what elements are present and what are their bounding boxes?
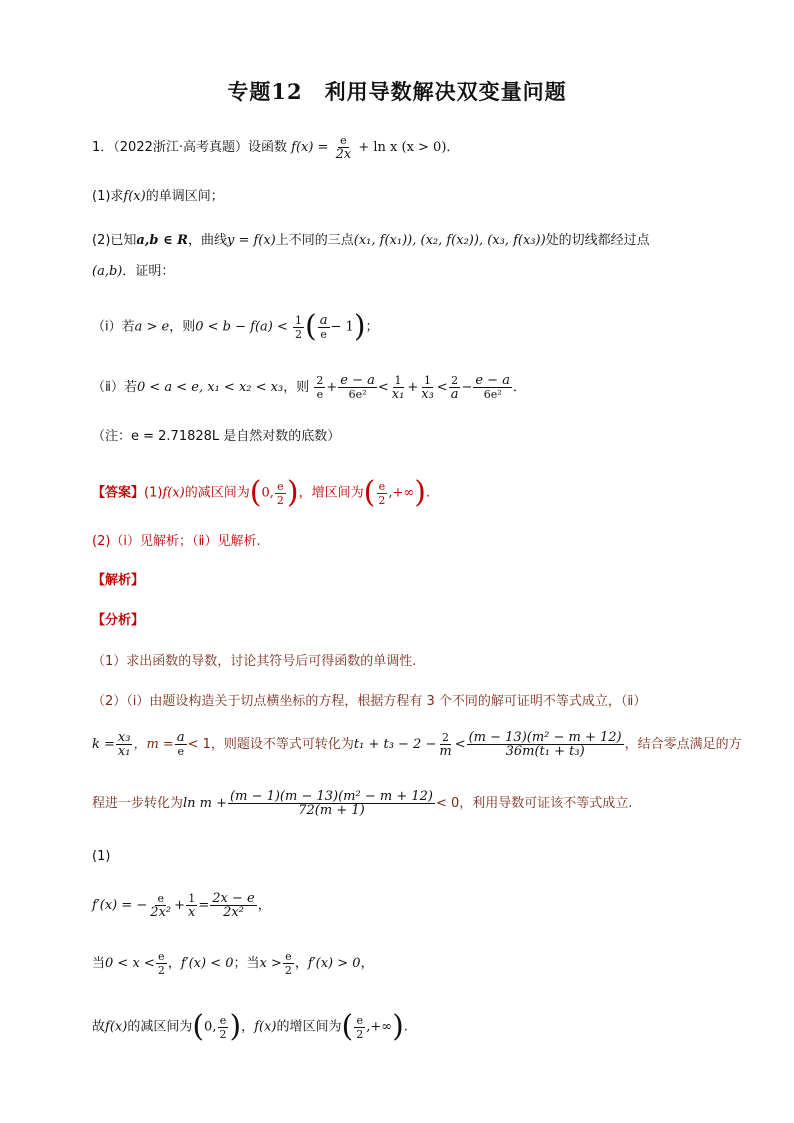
formula-tail: + ln x (x > 0)． bbox=[358, 140, 460, 155]
fenxi-1: （1）求出函数的导数，讨论其符号后可得函数的单调性. bbox=[92, 654, 417, 669]
answer-label: 【答案】 bbox=[92, 485, 145, 501]
fenxi-label: 【分析】 bbox=[92, 613, 145, 628]
analysis-label: 【解析】 bbox=[92, 573, 145, 588]
derivative-line: f′(x) = − $\frac{e}{\text{2x²}}$ + $\frac{1}{x}$ = $\frac{2x - e}{\text{2x²}}$ ， bbox=[92, 891, 271, 920]
part-2-cont: (a,b)．证明： bbox=[92, 264, 175, 279]
formula-fraction: $\frac{e}{2x}$ bbox=[335, 134, 352, 162]
question-stem bbox=[92, 134, 459, 161]
sign-analysis-line: 当0 < x < $\frac{e}{2}$ ，f′(x) < 0；当x > $\frac{e}{2}$ ，f′(x) > 0， bbox=[92, 950, 374, 977]
formula-head: f(x) = bbox=[291, 140, 333, 155]
solution-1-label: (1) bbox=[92, 849, 111, 864]
page-title: 专题12 利用导数解决双变量问题 bbox=[227, 79, 567, 104]
answer-2: (2)（ⅰ）见解析；（ⅱ）见解析. bbox=[92, 534, 261, 549]
note: （注：e = 2.71828L 是自然对数的底数） bbox=[92, 429, 341, 444]
conclusion-line: 故f(x)的减区间为(0, $\frac{e}{2}$ )，f(x)的增区间为( $\frac{e}{2}$ ,+∞). bbox=[92, 1009, 408, 1044]
part-1: (1)求f(x)的单调区间； bbox=[92, 189, 224, 204]
sub-question-i: （ⅰ）若a > e，则0 < b − f(a) < $\frac{1}{2}$ ( $\frac{a}{e}$ − 1)； bbox=[92, 309, 379, 344]
fenxi-2: （2）（ⅰ）由题设构造关于切点横坐标的方程，根据方程有 3 个不同的解可证明不等式成立，（ⅱ） bbox=[92, 694, 647, 709]
fenxi-3: k = $\frac{\text{x₃}}{\text{x₁}}$ ，m = $\frac{a}{e}$ < 1，则题设不等式可转化为t₁ + t₃ − 2 − $\frac{2}{m}$ < $\frac{\text{(m − 13)(m² − m + 12)}}{\text{36m(t₁ + t₃)}}$ ，结合零点满足的方 bbox=[92, 730, 742, 759]
answer-1: 【答案】(1)f(x)的减区间为(0, $\frac{e}{2}$ )，增区间为( $\frac{e}{2}$ ,+∞). bbox=[92, 475, 431, 510]
fenxi-4: 程进一步转化为ln m + $\frac{\text{(m − 1)(m − 13)(m² − m + 12)}}{72(m + 1)}$ < 0，利用导数可证该不等式成立. bbox=[92, 789, 633, 818]
question-prefix: 1．（2022浙江·高考真题）设函数 bbox=[92, 140, 287, 155]
sub-question-ii: （ⅱ）若0 < a < e, x₁ < x₂ < x₃，则 $\frac{2}{e}$ + $\frac{e - a}{\text{6e²}}$ < $\frac{1}{\text{x₁}}$ + $\frac{1}{\text{x₃}}$ < $\frac{2}{a}$ − $\frac{e - a}{\text{6e²}}$ ． bbox=[92, 373, 526, 402]
part-2: (2)已知a,b ∈ R，曲线y = f(x)上不同的三点(x₁, f(x₁)), (x₂, f(x₂)), (x₃, f(x₃))处的切线都经过点 bbox=[92, 233, 650, 248]
